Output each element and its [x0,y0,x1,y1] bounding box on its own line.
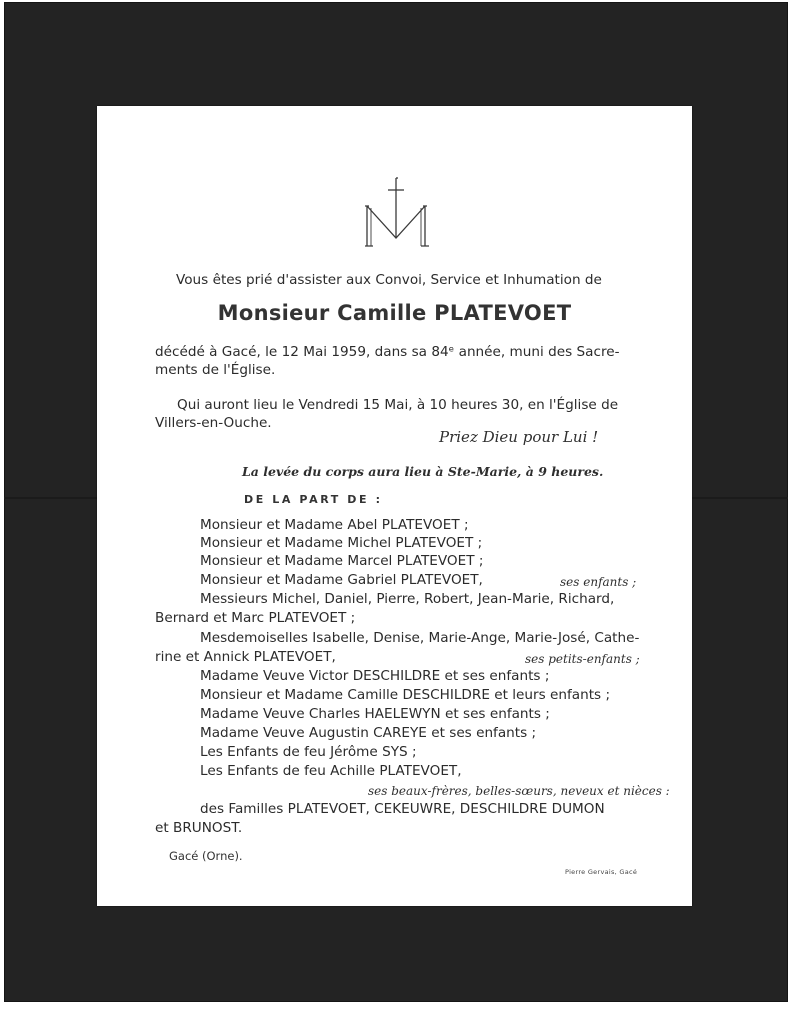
levee-text: La levée du corps aura lieu à Ste-Marie, à 9 heures. [242,464,604,479]
printer-credit: Pierre Gervais, Gacé [565,868,638,876]
death-line-1: décédé à Gacé, le 12 Mai 1959, dans sa 84ᵉ année, muni des Sacre- [155,344,620,360]
family-line: Monsieur et Madame Abel PLATEVOET ; [200,517,469,533]
family-line: et BRUNOST. [155,820,243,836]
relation-children: ses enfants ; [560,575,637,589]
black-mourning-card [4,2,788,1002]
de-la-part-heading: DE LA PART DE : [244,493,383,506]
family-line: Monsieur et Madame Michel PLATEVOET ; [200,535,483,551]
family-line: Mesdemoiselles Isabelle, Denise, Marie-Ange, Marie-José, Cathe- [200,630,640,646]
announcement-sheet [97,106,692,906]
family-line: Monsieur et Madame Camille DESCHILDRE et leurs enfants ; [200,687,611,703]
family-line: Les Enfants de feu Achille PLATEVOET, [200,763,462,779]
family-line: Madame Veuve Augustin CAREYE et ses enfants ; [200,725,537,741]
deceased-name: Monsieur Camille PLATEVOET [217,301,572,325]
prayer-text: Priez Dieu pour Lui ! [439,428,599,446]
family-line: Madame Veuve Charles HAELEWYN et ses enfants ; [200,706,550,722]
family-line: Monsieur et Madame Gabriel PLATEVOET, [200,572,483,588]
relation-grandchildren: ses petits-enfants ; [525,652,640,666]
cross-m-monogram-icon [361,176,431,256]
family-line: Madame Veuve Victor DESCHILDRE et ses enfants ; [200,668,550,684]
family-line: Les Enfants de feu Jérôme SYS ; [200,744,417,760]
location-text: Gacé (Orne). [169,849,243,863]
family-line: des Familles PLATEVOET, CEKEUWRE, DESCHILDRE DUMON [200,801,605,817]
family-line: Monsieur et Madame Marcel PLATEVOET ; [200,553,484,569]
service-line-2: Villers-en-Ouche. [155,415,272,431]
family-line: Bernard et Marc PLATEVOET ; [155,610,356,626]
death-line-2: ments de l'Église. [155,362,276,378]
relation-in-laws: ses beaux-frères, belles-sœurs, neveux et nièces : [368,784,670,798]
family-line: rine et Annick PLATEVOET, [155,649,336,665]
invitation-text: Vous êtes prié d'assister aux Convoi, Service et Inhumation de [176,272,602,288]
service-line-1: Qui auront lieu le Vendredi 15 Mai, à 10 heures 30, en l'Église de [177,397,619,413]
family-line: Messieurs Michel, Daniel, Pierre, Robert, Jean-Marie, Richard, [200,591,615,607]
